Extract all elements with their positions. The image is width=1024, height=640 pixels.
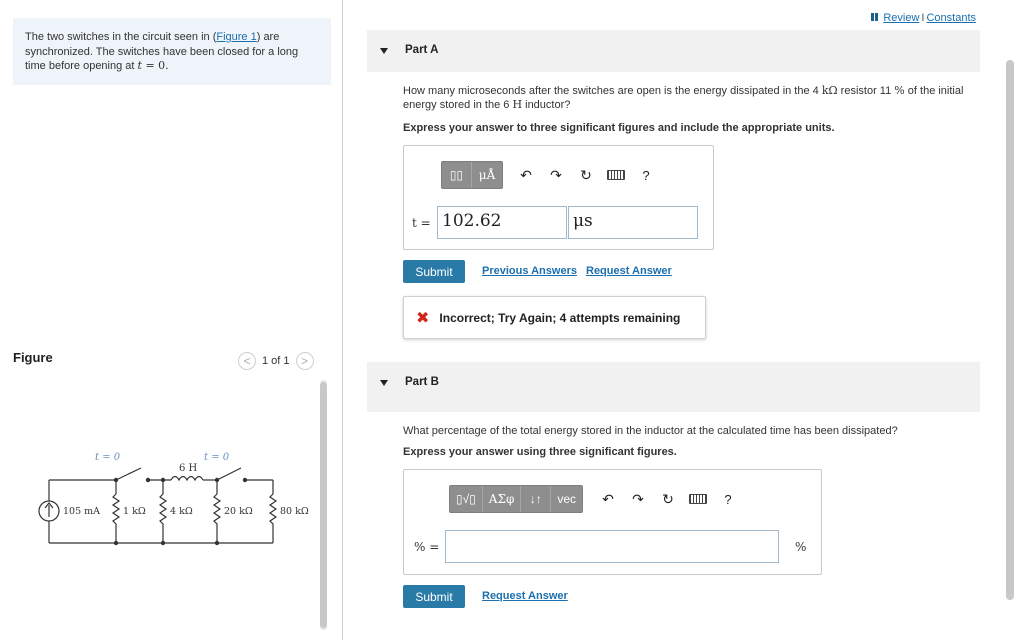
part-a-feedback-text: Incorrect; Try Again; 4 attempts remaining <box>439 310 681 325</box>
problem-text-a: The two switches in the circuit seen in ( <box>25 31 217 43</box>
arrows-button[interactable]: ↓↑ <box>521 486 551 512</box>
greek-button[interactable]: ΑΣφ <box>483 486 522 512</box>
help-icon[interactable]: ? <box>724 491 732 507</box>
vec-button[interactable]: vec <box>551 486 582 512</box>
switch2-label: t = 0 <box>204 452 230 463</box>
part-b-var-label: % = <box>414 540 440 554</box>
problem-text-b: ) are synchronized. The switches have been closed for a long time before opening at <box>25 31 299 72</box>
right-panel <box>344 0 1024 640</box>
node-6 <box>114 541 118 545</box>
part-a-var-label: t = <box>412 216 431 230</box>
node-8 <box>215 541 219 545</box>
part-b-value-input[interactable] <box>445 530 779 563</box>
right-scrollbar-thumb[interactable] <box>1006 60 1014 600</box>
r3-label: 20 kΩ <box>224 506 253 517</box>
undo-icon[interactable]: ↶ <box>602 490 614 507</box>
part-b-template-group <box>449 485 583 513</box>
circuit-diagram <box>13 380 318 630</box>
part-b-units-label: % <box>795 540 807 554</box>
part-b-instruction: Express your answer using three significant figures. <box>403 446 677 458</box>
part-a-value-input[interactable]: 102.62 <box>437 206 567 239</box>
header-links <box>871 12 976 24</box>
figure-next-button[interactable]: > <box>296 352 314 370</box>
templates-button[interactable]: ▯▯ <box>442 162 472 188</box>
problem-t-var: t <box>137 59 142 72</box>
r4-zigzag <box>270 494 276 528</box>
node-1 <box>114 478 118 482</box>
collapse-triangle-icon[interactable] <box>380 48 388 54</box>
part-a-question-1: How many microseconds after the switches are open is the energy dissipated in the 4 <box>403 85 822 97</box>
part-a-question-h: H <box>512 98 523 111</box>
part-b-question: What percentage of the total energy stored in the inductor at the calculated time has been dissipated? <box>403 425 898 437</box>
left-scrollbar-thumb[interactable] <box>320 382 327 628</box>
templates-sqrt-button[interactable]: ▯√▯ <box>450 486 483 512</box>
figure-label: Figure <box>13 350 53 365</box>
header-separator: I <box>921 12 925 24</box>
keyboard-icon[interactable] <box>683 485 713 513</box>
part-a-question-4: inductor? <box>522 99 571 111</box>
part-b-title: Part B <box>405 376 439 388</box>
review-icon <box>871 12 879 24</box>
redo-icon[interactable]: ↷ <box>632 490 644 507</box>
part-a-feedback <box>403 296 706 339</box>
figure-nav <box>238 352 314 370</box>
redo-icon[interactable]: ↷ <box>550 166 562 183</box>
right-scrollbar[interactable] <box>1006 30 1014 640</box>
part-b-submit-button[interactable]: Submit <box>403 585 465 608</box>
part-a-answer-box <box>403 145 714 250</box>
circuit-figure <box>13 380 318 630</box>
r1-zigzag <box>113 494 119 528</box>
part-a-header[interactable] <box>367 30 980 72</box>
switch1-label: t = 0 <box>95 452 121 463</box>
part-a-title: Part A <box>405 44 439 56</box>
undo-icon[interactable]: ↶ <box>520 166 532 183</box>
r2-label: 4 kΩ <box>170 506 193 517</box>
part-a-question-pct: % <box>894 84 905 97</box>
part-a-units-input[interactable]: μs <box>568 206 698 239</box>
figure-counter: 1 of 1 <box>262 355 290 367</box>
part-a-submit-button[interactable]: Submit <box>403 260 465 283</box>
inductor-coil <box>171 477 203 481</box>
inductor-label: 6 H <box>179 463 198 474</box>
node-7 <box>161 541 165 545</box>
error-x-icon: ✖ <box>416 309 430 327</box>
part-a-question-kohm: kΩ <box>821 84 838 97</box>
reset-icon[interactable]: ↻ <box>662 490 674 507</box>
review-link[interactable]: Review <box>883 12 920 24</box>
part-a-question <box>403 84 983 112</box>
problem-text-c: = 0. <box>141 59 169 72</box>
node-5 <box>243 478 247 482</box>
collapse-triangle-icon[interactable] <box>380 380 388 386</box>
part-b-toolbar <box>449 485 743 513</box>
part-a-question-3: of the initial energy stored in the 6 <box>403 85 964 111</box>
figure-prev-button[interactable]: < <box>238 352 256 370</box>
node-4 <box>215 478 219 482</box>
switch2-blade <box>217 468 241 480</box>
part-b-answer-box <box>403 469 822 575</box>
keyboard-glyph <box>607 170 625 180</box>
r2-zigzag <box>160 494 166 528</box>
part-a-instruction: Express your answer to three significant figures and include the appropriate units. <box>403 122 835 134</box>
left-panel <box>0 0 343 640</box>
node-3 <box>161 478 165 482</box>
part-a-question-2: resistor 11 <box>837 85 895 97</box>
part-a-template-group <box>441 161 503 189</box>
switch1-blade <box>116 468 141 480</box>
part-b-header[interactable] <box>367 362 980 412</box>
node-2 <box>146 478 150 482</box>
left-scrollbar[interactable] <box>320 380 327 630</box>
part-b-request-answer-link[interactable]: Request Answer <box>482 590 568 602</box>
previous-answers-link[interactable]: Previous Answers <box>482 265 577 277</box>
help-icon[interactable]: ? <box>642 167 650 183</box>
figure-link[interactable]: Figure 1 <box>216 31 257 43</box>
r3-zigzag <box>214 494 220 528</box>
r4-label: 80 kΩ <box>280 506 309 517</box>
source-label: 105 mA <box>63 506 101 517</box>
keyboard-glyph <box>689 494 707 504</box>
r1-label: 1 kΩ <box>123 506 146 517</box>
keyboard-icon[interactable] <box>601 161 631 189</box>
problem-statement <box>13 18 331 85</box>
constants-link[interactable]: Constants <box>926 12 976 24</box>
reset-icon[interactable]: ↻ <box>580 166 592 183</box>
part-a-toolbar <box>441 161 661 189</box>
units-button[interactable]: μÅ <box>472 162 502 188</box>
part-a-request-answer-link[interactable]: Request Answer <box>586 265 672 277</box>
